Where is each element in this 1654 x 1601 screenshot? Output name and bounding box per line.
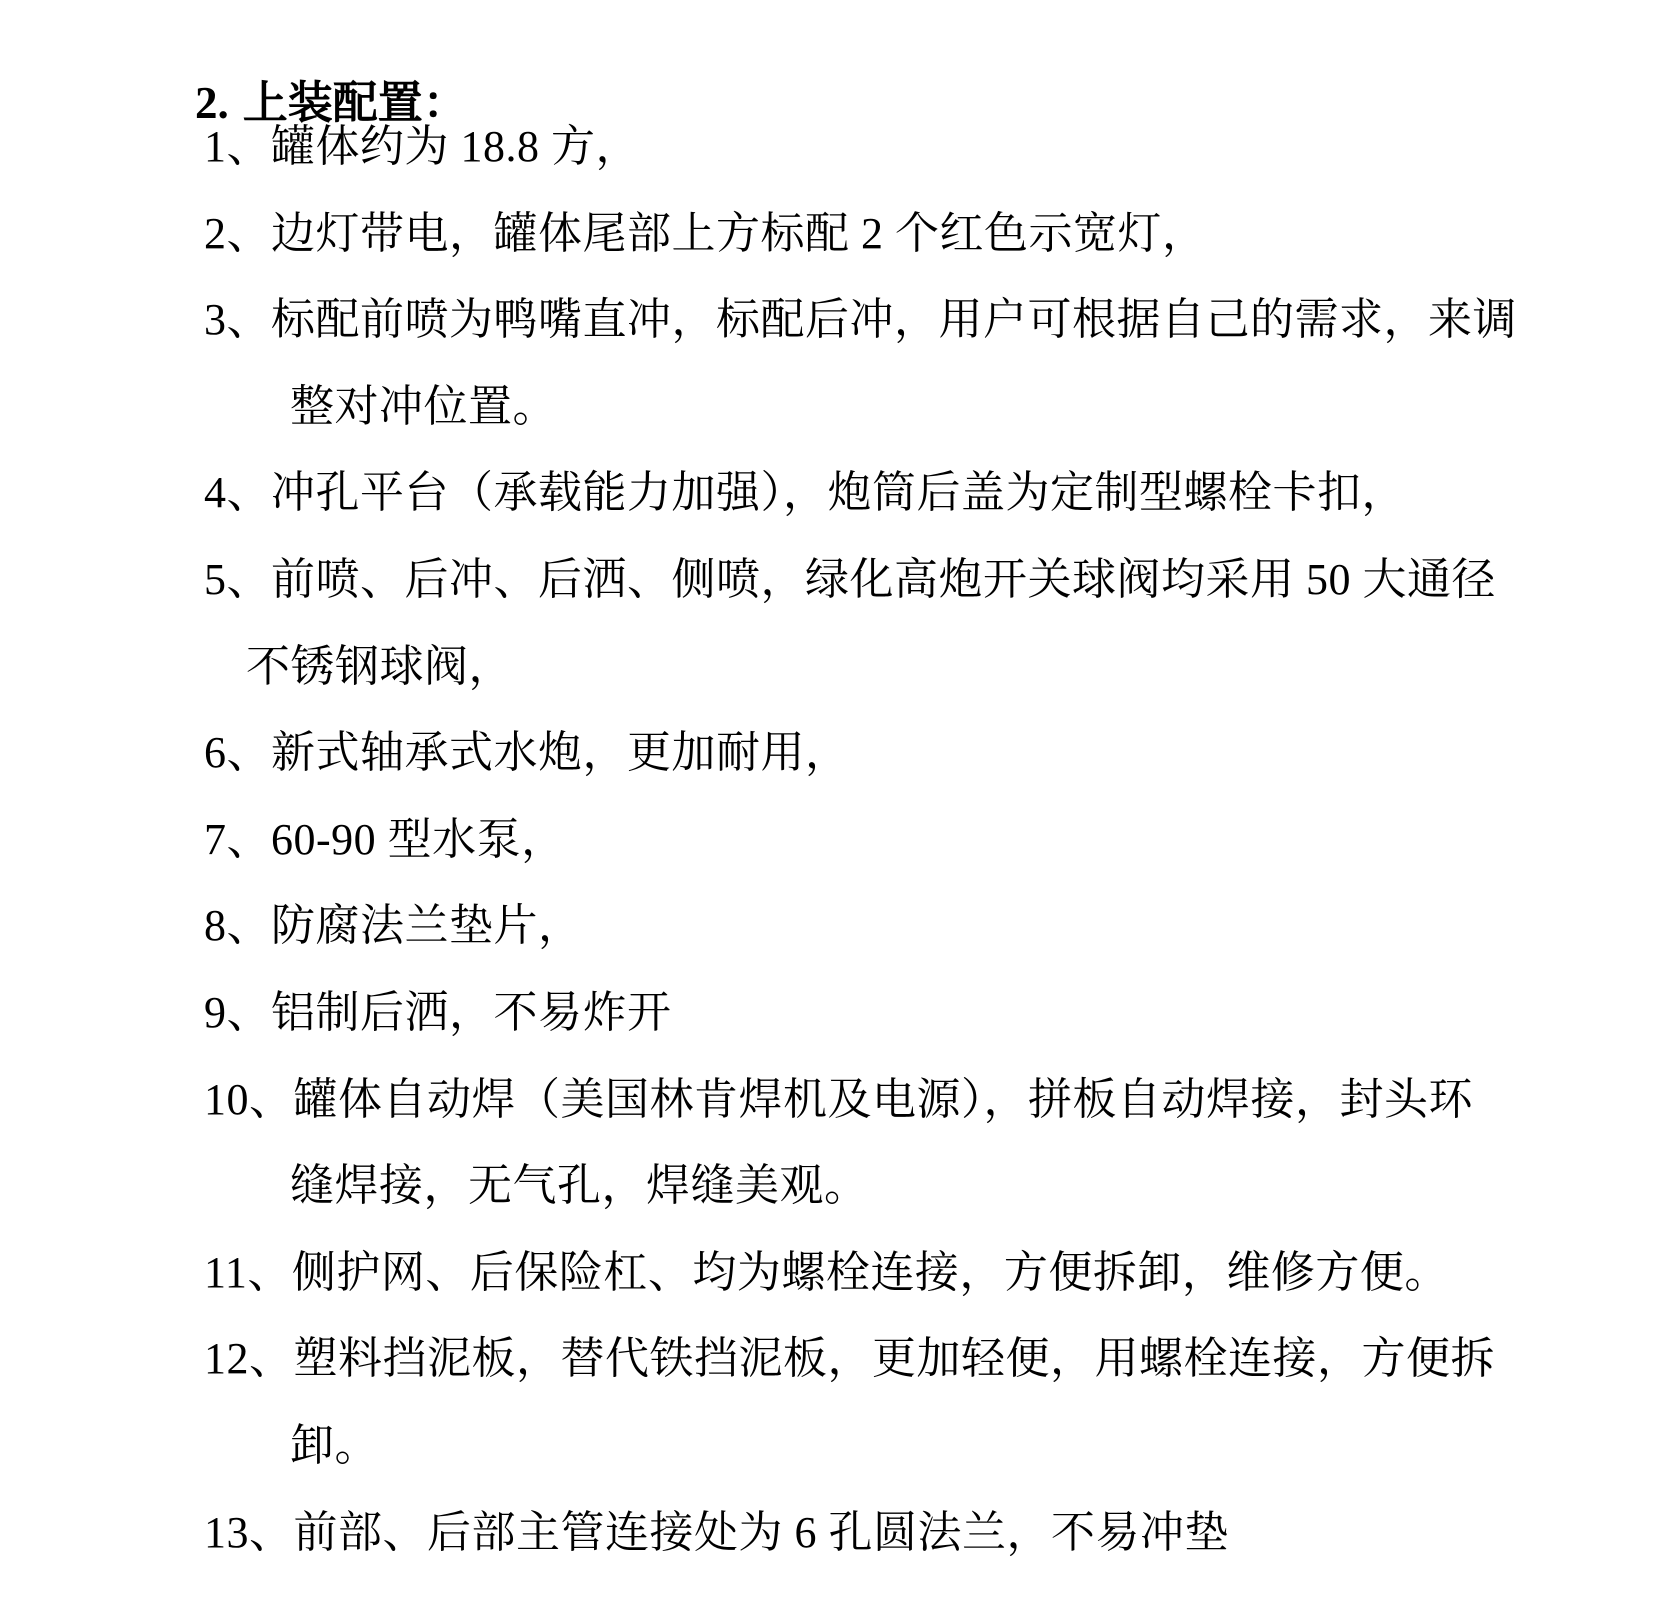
list-item-3-cont: 整对冲位置。 (290, 382, 557, 431)
list-item-12: 12、塑料挡泥板，替代铁挡泥板，更加轻便，用螺栓连接，方便拆 (204, 1334, 1495, 1383)
list-item-10-cont: 缝焊接，无气孔，焊缝美观。 (290, 1161, 869, 1210)
list-item-7: 7、60-90 型水泵， (204, 815, 566, 864)
section-heading-number: 2. (195, 78, 229, 128)
list-item-10: 10、罐体自动焊（美国林肯焊机及电源），拼板自动焊接，封头环 (204, 1075, 1473, 1124)
section-heading-title: 上装配置： (242, 78, 468, 128)
list-item-8: 8、防腐法兰垫片， (204, 901, 583, 950)
list-item-13: 13、前部、后部主管连接处为 6 孔圆法兰，不易冲垫 (204, 1508, 1229, 1557)
list-item-5-cont: 不锈钢球阀， (246, 642, 513, 691)
list-item-9: 9、铝制后洒，不易炸开 (204, 988, 672, 1037)
list-item-2: 2、边灯带电，罐体尾部上方标配 2 个红色示宽灯， (204, 209, 1207, 258)
list-item-4: 4、冲孔平台（承载能力加强），炮筒后盖为定制型螺栓卡扣， (204, 468, 1406, 517)
list-item-11: 11、侧护网、后保险杠、均为螺栓连接，方便拆卸，维修方便。 (204, 1248, 1449, 1297)
list-item-3: 3、标配前喷为鸭嘴直冲，标配后冲，用户可根据自己的需求，来调 (204, 295, 1517, 344)
list-item-1: 1、罐体约为 18.8 方， (204, 122, 640, 171)
list-item-5: 5、前喷、后冲、后洒、侧喷，绿化高炮开关球阀均采用 50 大通径 (204, 555, 1496, 604)
list-item-12-cont: 卸。 (290, 1421, 379, 1470)
list-item-6: 6、新式轴承式水炮，更加耐用， (204, 728, 850, 777)
